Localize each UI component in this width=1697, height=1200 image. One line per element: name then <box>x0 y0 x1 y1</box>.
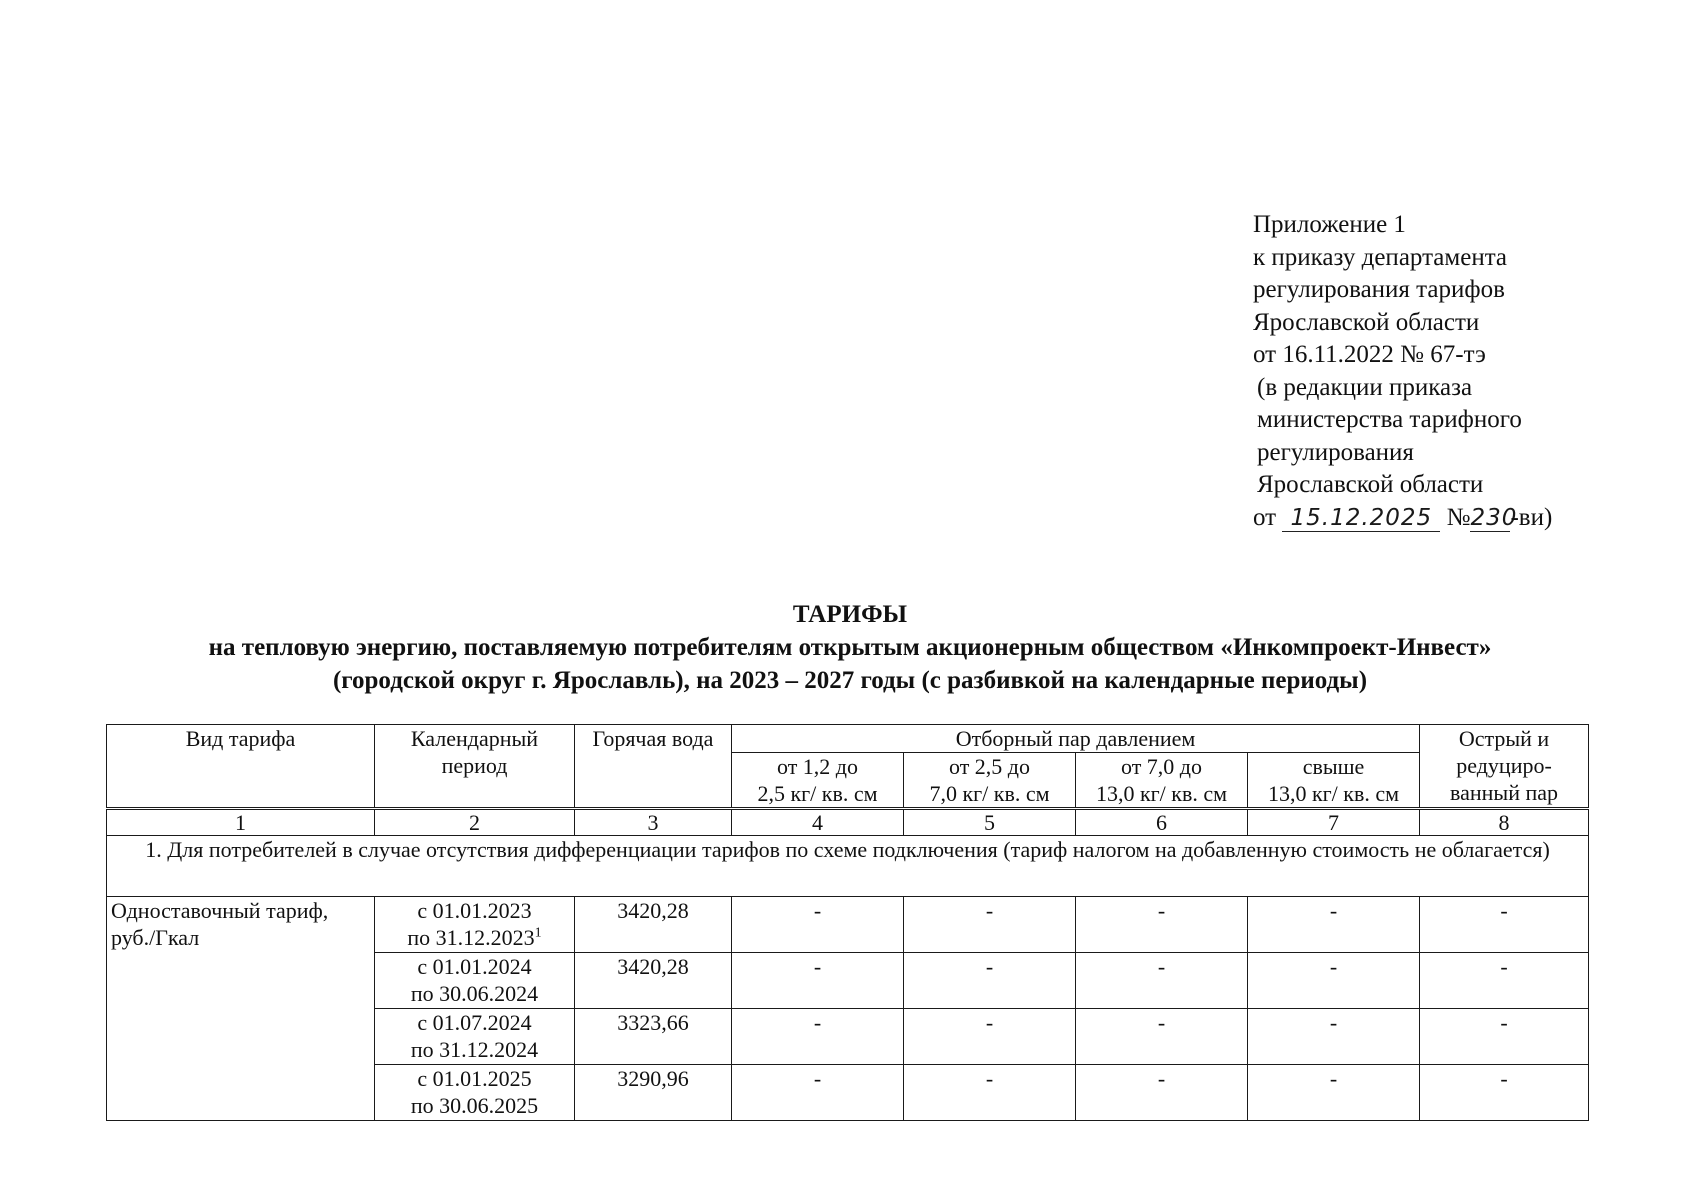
value-cell: - <box>1420 1009 1589 1065</box>
period-from: с 01.07.2024 <box>417 1010 532 1035</box>
header-steam-4 <box>1248 753 1420 809</box>
number-sign: № <box>1446 503 1471 531</box>
header-steam-group: Отборный пар давлением <box>732 725 1420 753</box>
column-number: 4 <box>732 809 904 836</box>
hot-water-cell: 3420,28 <box>575 953 732 1009</box>
value-cell: - <box>1076 897 1248 953</box>
column-number: 3 <box>575 809 732 836</box>
period-from: с 01.01.2025 <box>417 1066 532 1091</box>
header-line: 2,5 кг/ кв. см <box>757 781 878 806</box>
tariff-name-cell <box>107 897 375 1121</box>
value-cell: - <box>1248 897 1420 953</box>
hot-water-cell: 3290,96 <box>575 1065 732 1121</box>
period-from: с 01.01.2024 <box>417 954 532 979</box>
value-cell: - <box>732 953 904 1009</box>
value-cell: - <box>1248 953 1420 1009</box>
period-cell <box>375 897 575 953</box>
value-cell: - <box>732 1065 904 1121</box>
column-number: 7 <box>1248 809 1420 836</box>
hot-water-cell: 3323,66 <box>575 1009 732 1065</box>
value-cell: - <box>1076 1065 1248 1121</box>
section-row <box>107 836 1589 897</box>
value-cell: - <box>904 897 1076 953</box>
appendix-line: Ярославской области <box>1257 471 1484 498</box>
tariff-table <box>106 724 1589 1121</box>
appendix-line: Ярославской области <box>1253 308 1480 336</box>
order-prefix: от <box>1253 503 1277 531</box>
header-period: Календарный период <box>375 725 575 809</box>
header-line: от 7,0 до <box>1120 754 1203 779</box>
appendix-line: от 16.11.2022 № 67-тэ <box>1253 341 1486 368</box>
table-row <box>107 897 1589 953</box>
column-number: 6 <box>1076 809 1248 836</box>
appendix-line: к приказу департамента <box>1253 243 1508 271</box>
value-cell: - <box>1420 953 1589 1009</box>
header-sharp-line: Острый и <box>1458 726 1550 751</box>
footnote-mark: 1 <box>534 925 542 941</box>
column-number: 2 <box>375 809 575 836</box>
header-line: 13,0 кг/ кв. см <box>1095 781 1228 806</box>
appendix-block <box>1253 209 1673 534</box>
title-subtitle: на тепловую энергию, поставляемую потребителям открытым акционерным обществом «Инкомпроект-Инвест» <box>208 634 1492 661</box>
section-title: 1. Для потребителей в случае отсутствия дифференциации тарифов по схеме подключения (тариф налогом на добавленную стоимость не облагается) <box>107 836 1589 897</box>
header-steam-3 <box>1076 753 1248 809</box>
column-number: 1 <box>107 809 375 836</box>
value-cell: - <box>904 1009 1076 1065</box>
hot-water-cell: 3420,28 <box>575 897 732 953</box>
appendix-order-line <box>1253 502 1673 535</box>
header-line: 7,0 кг/ кв. см <box>929 781 1050 806</box>
period-to: по 31.12.2024 <box>410 1037 539 1062</box>
appendix-line: регулирования <box>1257 438 1414 466</box>
header-tariff-type: Вид тарифа <box>107 725 375 809</box>
tariff-name-line: руб./Гкал <box>111 925 200 950</box>
column-number: 5 <box>904 809 1076 836</box>
appendix-line: (в редакции приказа <box>1257 373 1473 401</box>
column-number-row <box>107 809 1589 836</box>
period-to-text: по 31.12.2023 <box>407 925 535 950</box>
header-steam-1 <box>732 753 904 809</box>
value-cell: - <box>732 897 904 953</box>
period-cell <box>375 953 575 1009</box>
value-cell: - <box>732 1009 904 1065</box>
order-suffix: -ви) <box>1510 503 1553 531</box>
value-cell: - <box>1248 1009 1420 1065</box>
period-to: по 30.06.2025 <box>410 1093 539 1118</box>
header-line: 13,0 кг/ кв. см <box>1267 781 1400 806</box>
appendix-line: Приложение 1 <box>1253 211 1406 238</box>
value-cell: - <box>1076 1009 1248 1065</box>
header-sharp-line: ванный пар <box>1450 780 1559 805</box>
value-cell: - <box>1076 953 1248 1009</box>
period-cell <box>375 1065 575 1121</box>
title-heading: ТАРИФЫ <box>792 601 908 628</box>
header-line: свыше <box>1302 754 1365 779</box>
appendix-line: министерства тарифного <box>1257 406 1522 433</box>
period-to <box>379 924 570 951</box>
handwritten-date: 15.12.2025 <box>1282 505 1440 532</box>
value-cell: - <box>1420 897 1589 953</box>
header-hot-water: Горячая вода <box>575 725 732 809</box>
header-sharp-steam <box>1420 725 1589 809</box>
value-cell: - <box>904 1065 1076 1121</box>
period-cell <box>375 1009 575 1065</box>
header-line: от 2,5 до <box>948 754 1031 779</box>
appendix-line: регулирования тарифов <box>1253 276 1505 303</box>
header-row <box>107 725 1589 753</box>
tariff-name-line: Одноставочный тариф, <box>111 898 329 923</box>
column-number: 8 <box>1420 809 1589 836</box>
value-cell: - <box>1420 1065 1589 1121</box>
value-cell: - <box>904 953 1076 1009</box>
header-steam-2 <box>904 753 1076 809</box>
header-sharp-line: редуциро- <box>1456 753 1552 778</box>
title-subtitle-2: (городской округ г. Ярославль), на 2023 – 2027 годы (с разбивкой на календарные периоды) <box>332 667 1368 694</box>
value-cell: - <box>1248 1065 1420 1121</box>
period-from: с 01.01.2023 <box>417 898 532 923</box>
period-to: по 30.06.2024 <box>410 981 539 1006</box>
handwritten-number: 230 <box>1470 504 1518 531</box>
header-line: от 1,2 до <box>776 754 859 779</box>
document-title <box>100 598 1600 697</box>
